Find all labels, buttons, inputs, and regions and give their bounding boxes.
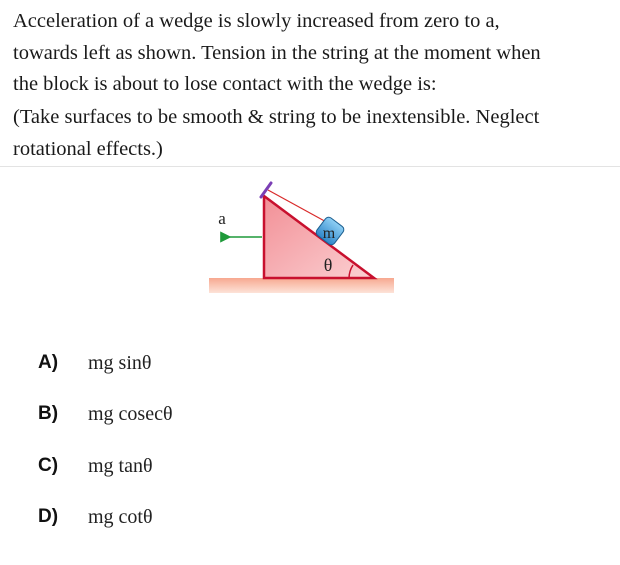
question-line-5: rotational effects.) — [13, 137, 163, 160]
angle-label: θ — [323, 255, 333, 275]
question-line-1: Acceleration of a wedge is slowly increased from zero to a, — [13, 10, 500, 32]
option-b-text: mg cosecθ — [88, 402, 173, 425]
option-b-letter: B) — [38, 403, 59, 424]
option-b[interactable] — [38, 399, 173, 429]
ground-surface — [209, 278, 394, 293]
option-d-text: mg cotθ — [88, 505, 153, 528]
question-line-3: the block is about to lose contact with the wedge is: — [13, 73, 437, 95]
option-a-text: mg sinθ — [88, 351, 152, 374]
question-line-2: towards left as shown. Tension in the string at the moment when — [13, 41, 541, 64]
question-line-4: (Take surfaces to be smooth & string to be inextensible. Neglect — [13, 106, 540, 128]
option-a-letter: A) — [38, 352, 59, 373]
block-label: m — [322, 225, 336, 242]
acceleration-label: a — [218, 209, 226, 228]
option-d-letter: D) — [38, 506, 59, 527]
option-c[interactable] — [38, 451, 153, 481]
option-c-letter: C) — [38, 455, 59, 476]
option-c-text: mg tanθ — [88, 454, 153, 477]
option-d[interactable] — [38, 502, 153, 532]
wall-hook — [261, 183, 271, 197]
option-a[interactable] — [38, 348, 151, 378]
